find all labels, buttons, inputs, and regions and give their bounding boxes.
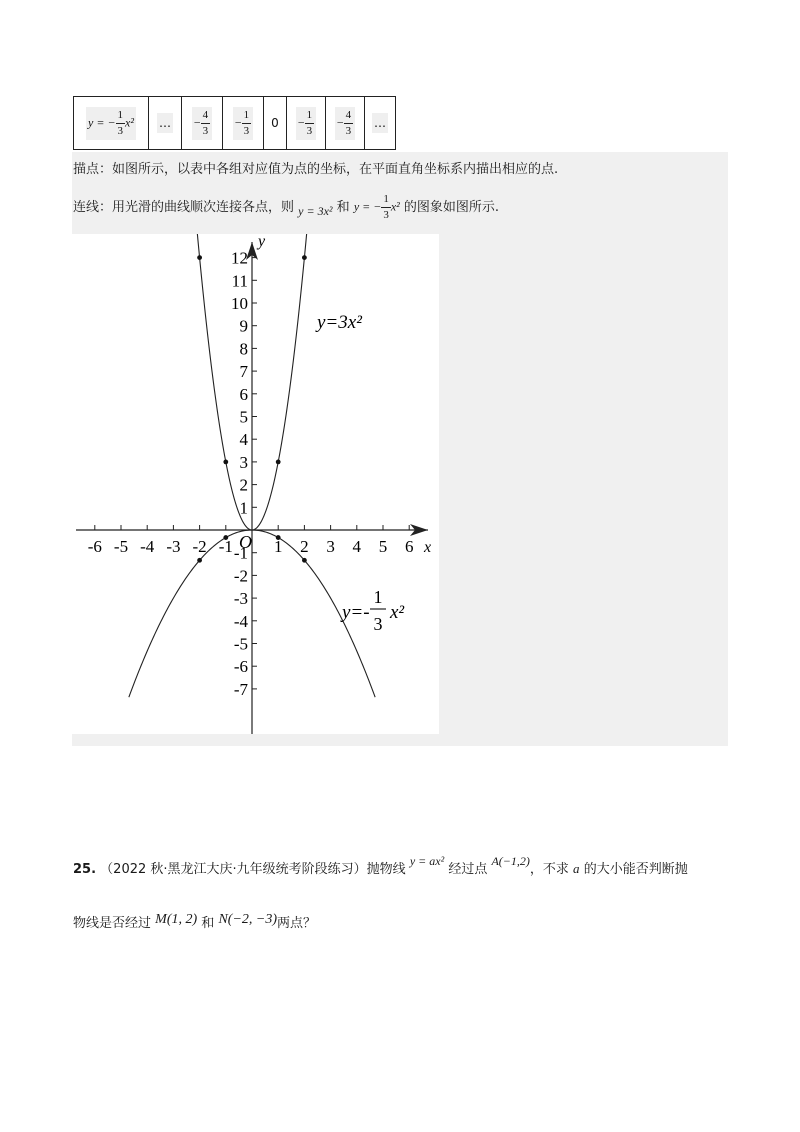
curve2-label-suffix: x² bbox=[390, 602, 405, 623]
equation-3x2: y = 3x² bbox=[298, 204, 333, 218]
y-tick-label: 4 bbox=[239, 430, 248, 450]
row-label-tail: x² bbox=[125, 114, 134, 129]
question-25-line1: 25. （2022 秋·黑龙江大庆·九年级统考阶段练习）抛物线 y = ax² 经过点 A(−1,2)，不求 a 的大小能否判断抛 bbox=[73, 854, 688, 877]
y-tick-label: -4 bbox=[233, 611, 248, 631]
y-tick-label: 7 bbox=[239, 362, 248, 382]
y-tick-label: 1 bbox=[239, 498, 248, 518]
x-tick-label: -2 bbox=[192, 537, 207, 556]
y-tick-label: 2 bbox=[239, 475, 248, 495]
equation-ax2: y = ax² bbox=[409, 854, 445, 868]
y-tick-label: -5 bbox=[233, 634, 248, 654]
x-tick-label: -5 bbox=[113, 537, 129, 556]
row-label-lead: y = − bbox=[88, 114, 116, 129]
y-tick-label: 8 bbox=[239, 339, 248, 359]
point-neg-third-x2 bbox=[197, 558, 202, 563]
point-A: A(−1,2) bbox=[491, 854, 530, 868]
y-tick-label: -3 bbox=[233, 589, 248, 609]
table-row bbox=[74, 97, 396, 150]
x-tick-label: 4 bbox=[352, 537, 362, 556]
table-cell-1: … bbox=[149, 97, 182, 150]
plot-points-text: 描点：如图所示，以表中各组对应值为点的坐标，在平面直角坐标系内描出相应的点. bbox=[73, 162, 559, 177]
y-tick-label: -1 bbox=[233, 543, 248, 563]
x-tick-label: 3 bbox=[326, 537, 335, 556]
x-tick-label: -1 bbox=[218, 537, 233, 556]
x-tick-label: -3 bbox=[166, 537, 181, 556]
y-tick-label: -7 bbox=[233, 679, 248, 699]
x-tick-label: 1 bbox=[273, 537, 283, 556]
value-table bbox=[73, 96, 396, 150]
point-3x2 bbox=[197, 255, 202, 260]
table-cell-2: − $\frac{4}{3}$ bbox=[182, 97, 223, 150]
curve2-label-den: 3 bbox=[373, 614, 383, 634]
y-tick-label: -6 bbox=[233, 657, 248, 677]
row-label-cell bbox=[74, 97, 149, 150]
curve1-label: y=3x² bbox=[317, 312, 362, 333]
y-tick-label: 10 bbox=[231, 294, 248, 313]
question-25-line2: 物线是否经过 M(1, 2) 和 N(−2, −3)两点？ bbox=[73, 911, 317, 931]
equation-neg-third-x2: y = − $\frac{1}{3}$ x² bbox=[353, 193, 400, 221]
point-3x2 bbox=[276, 460, 281, 465]
y-tick-label: 5 bbox=[239, 407, 248, 427]
table-cell-3: − $\frac{1}{3}$ bbox=[223, 97, 264, 150]
y-tick-label: 12 bbox=[231, 248, 248, 268]
y-tick-label: -2 bbox=[233, 566, 248, 586]
x-tick-label: -6 bbox=[87, 537, 102, 556]
parabola-graph bbox=[72, 234, 439, 734]
question-source: （2022 秋·黑龙江大庆·九年级统考阶段练习） bbox=[100, 862, 367, 877]
point-neg-third-x2 bbox=[302, 558, 307, 563]
graph-background bbox=[72, 234, 439, 734]
point-3x2 bbox=[302, 255, 307, 260]
x-axis-label: x bbox=[424, 539, 432, 556]
origin-label: O bbox=[239, 532, 252, 552]
y-axis-label: y bbox=[258, 234, 266, 250]
point-M: M(1, 2) bbox=[155, 911, 198, 927]
point-N: N(−2, −3) bbox=[218, 911, 278, 927]
y-tick-label: 11 bbox=[231, 271, 248, 291]
curve2-label-num: 1 bbox=[373, 587, 383, 607]
curve2-label-prefix: y=- bbox=[342, 602, 370, 623]
point-3x2 bbox=[223, 460, 228, 465]
row-label-fraction: $\frac{1}{3}$ bbox=[117, 108, 124, 137]
x-tick-label: 6 bbox=[404, 537, 414, 556]
table-cell-6: − $\frac{4}{3}$ bbox=[326, 97, 365, 150]
table-cell-4: 0 bbox=[264, 97, 287, 150]
variable-a: a bbox=[573, 861, 580, 876]
x-tick-label: 5 bbox=[378, 537, 388, 556]
y-tick-label: 9 bbox=[239, 316, 248, 336]
table-cell-5: − $\frac{1}{3}$ bbox=[287, 97, 326, 150]
y-tick-label: 6 bbox=[239, 384, 248, 404]
y-tick-label: 3 bbox=[239, 452, 248, 472]
connect-text: 连线：用光滑的曲线顺次连接各点，则 y = 3x² 和 y = − $\frac{1}{3}$ x² 的图象如图所示. bbox=[73, 193, 500, 221]
question-number: 25. bbox=[73, 862, 97, 877]
table-cell-7: … bbox=[365, 97, 396, 150]
x-tick-label: -4 bbox=[140, 537, 155, 556]
x-tick-label: 2 bbox=[300, 537, 309, 556]
